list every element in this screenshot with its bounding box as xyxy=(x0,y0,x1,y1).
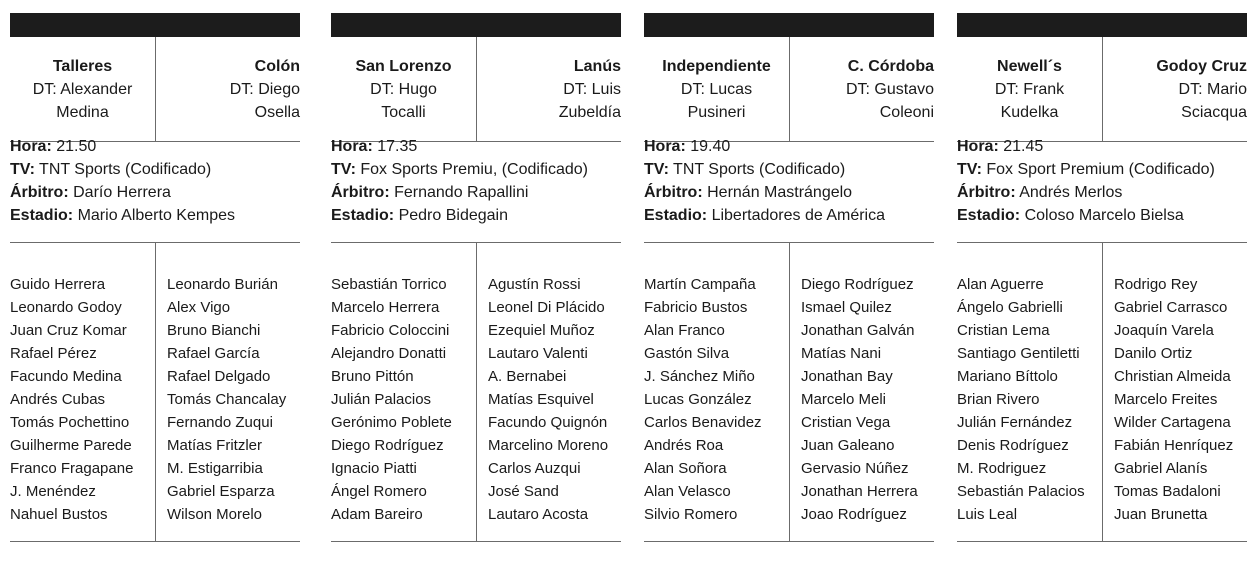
player-name: Lautaro Acosta xyxy=(488,506,589,523)
player-name: Alan Aguerre xyxy=(957,276,1044,293)
arbitro-row xyxy=(10,181,310,204)
arbitro-label: Árbitro: xyxy=(644,184,703,201)
player-name: Sebastián Palacios xyxy=(957,483,1085,500)
player-name: Agustín Rossi xyxy=(488,276,581,293)
player-name: Wilson Morelo xyxy=(167,506,263,523)
player-name: Franco Fragapane xyxy=(10,460,134,477)
home-lineup xyxy=(10,273,133,526)
player-name: Matías Fritzler xyxy=(167,437,263,454)
away-coach-line2: Zubeldía xyxy=(558,104,621,121)
player-name: Sebastián Torrico xyxy=(331,276,447,293)
player-name: Fabián Henríquez xyxy=(1114,437,1234,454)
player-name: Alex Vigo xyxy=(167,299,231,316)
player-name: Gastón Silva xyxy=(644,345,730,362)
player-name: Ángel Romero xyxy=(331,483,427,500)
player-name: Gabriel Carrasco xyxy=(1114,299,1228,316)
player-name: Jonathan Galván xyxy=(801,322,915,339)
teams-header xyxy=(957,37,1247,141)
match-column xyxy=(331,13,621,543)
player-name: Leonardo Godoy xyxy=(10,299,122,316)
arbitro-label: Árbitro: xyxy=(957,184,1016,201)
away-team xyxy=(1103,55,1247,124)
arbitro-row xyxy=(957,181,1251,204)
tv-value: TNT Sports (Codificado) xyxy=(673,161,846,178)
player-name: Gabriel Esparza xyxy=(167,483,275,500)
player-name: Alan Soñora xyxy=(644,460,727,477)
hora-value: 21.45 xyxy=(1003,138,1044,155)
player-name: Fabricio Bustos xyxy=(644,299,748,316)
divider-line xyxy=(10,541,300,542)
home-team xyxy=(957,55,1102,124)
home-coach-line1: DT: Lucas xyxy=(680,81,753,98)
away-team xyxy=(156,55,300,124)
player-name: Luis Leal xyxy=(957,506,1018,523)
player-name: Juan Galeano xyxy=(801,437,895,454)
player-name: Marcelo Herrera xyxy=(331,299,440,316)
hora-value: 19.40 xyxy=(690,138,731,155)
player-name: Juan Brunetta xyxy=(1114,506,1208,523)
away-lineup xyxy=(1114,273,1233,526)
player-name: Leonel Di Plácido xyxy=(488,299,605,316)
tv-value: TNT Sports (Codificado) xyxy=(39,161,212,178)
away-coach-line2: Coleoni xyxy=(879,104,934,121)
arbitro-row xyxy=(644,181,944,204)
hora-row xyxy=(644,135,944,158)
tv-value: Fox Sports Premiu, (Codificado) xyxy=(360,161,588,178)
player-name: Jonathan Herrera xyxy=(801,483,918,500)
player-name: Facundo Quignón xyxy=(488,414,608,431)
lineup-divider xyxy=(1102,242,1103,541)
home-lineup xyxy=(644,273,762,526)
arbitro-row xyxy=(331,181,631,204)
tv-label: TV: xyxy=(331,161,356,178)
home-team xyxy=(644,55,789,124)
player-name: Ignacio Piatti xyxy=(331,460,417,477)
away-coach-line2: Osella xyxy=(254,104,300,121)
away-team xyxy=(477,55,621,124)
home-coach-line2: Tocalli xyxy=(381,104,426,121)
match-info xyxy=(331,135,631,227)
estadio-row xyxy=(957,204,1251,227)
arbitro-label: Árbitro: xyxy=(10,184,69,201)
teams-header xyxy=(644,37,934,141)
home-team-name: San Lorenzo xyxy=(355,58,452,75)
header-bar xyxy=(331,13,621,37)
home-lineup xyxy=(957,273,1085,526)
hora-label: Hora: xyxy=(644,138,686,155)
away-team-name: C. Córdoba xyxy=(847,58,934,75)
teams-header xyxy=(10,37,300,141)
away-team-name: Godoy Cruz xyxy=(1156,58,1247,75)
player-name: Julián Palacios xyxy=(331,391,432,408)
player-name: M. Rodriguez xyxy=(957,460,1047,477)
match-column xyxy=(957,13,1247,543)
player-name: Danilo Ortiz xyxy=(1114,345,1193,362)
player-name: Bruno Bianchi xyxy=(167,322,261,339)
tv-label: TV: xyxy=(644,161,669,178)
player-name: Denis Rodríguez xyxy=(957,437,1069,454)
away-team-name: Lanús xyxy=(573,58,621,75)
estadio-row xyxy=(331,204,631,227)
player-name: Juan Cruz Komar xyxy=(10,322,127,339)
tv-row xyxy=(957,158,1251,181)
player-name: Brian Rivero xyxy=(957,391,1040,408)
arbitro-label: Árbitro: xyxy=(331,184,390,201)
player-name: Marcelino Moreno xyxy=(488,437,609,454)
player-name: Diego Rodríguez xyxy=(801,276,914,293)
player-name: Rodrigo Rey xyxy=(1114,276,1198,293)
player-name: Julián Fernández xyxy=(957,414,1073,431)
player-name: M. Estigarribia xyxy=(167,460,263,477)
tv-value: Fox Sport Premium (Codificado) xyxy=(986,161,1215,178)
player-name: Nahuel Bustos xyxy=(10,506,108,523)
tv-label: TV: xyxy=(957,161,982,178)
home-team xyxy=(331,55,476,124)
lineup-divider xyxy=(789,242,790,541)
match-info xyxy=(10,135,310,227)
home-team xyxy=(10,55,155,124)
match-info xyxy=(644,135,944,227)
player-name: Cristian Vega xyxy=(801,414,891,431)
estadio-label: Estadio: xyxy=(644,207,708,224)
player-name: Guilherme Parede xyxy=(10,437,132,454)
player-name: Lucas González xyxy=(644,391,752,408)
player-name: José Sand xyxy=(488,483,559,500)
player-name: Cristian Lema xyxy=(957,322,1050,339)
home-lineup xyxy=(331,273,452,526)
player-name: Joaquín Varela xyxy=(1114,322,1214,339)
player-name: Fernando Zuqui xyxy=(167,414,273,431)
estadio-value: Libertadores de América xyxy=(711,207,886,224)
player-name: Tomás Chancalay xyxy=(167,391,287,408)
player-name: Alan Velasco xyxy=(644,483,731,500)
away-team-name: Colón xyxy=(254,58,300,75)
lineups xyxy=(10,242,300,541)
estadio-label: Estadio: xyxy=(10,207,74,224)
estadio-row xyxy=(10,204,310,227)
divider-line xyxy=(331,541,621,542)
player-name: Fabricio Coloccini xyxy=(331,322,450,339)
lineups xyxy=(957,242,1247,541)
player-name: Bruno Pittón xyxy=(331,368,414,385)
home-coach-line1: DT: Hugo xyxy=(370,81,437,98)
estadio-label: Estadio: xyxy=(957,207,1021,224)
estadio-row xyxy=(644,204,944,227)
lineup-divider xyxy=(476,242,477,541)
player-name: Matías Esquivel xyxy=(488,391,594,408)
header-bar xyxy=(644,13,934,37)
player-name: Diego Rodríguez xyxy=(331,437,444,454)
header-bar xyxy=(957,13,1247,37)
hora-label: Hora: xyxy=(331,138,373,155)
hora-label: Hora: xyxy=(957,138,999,155)
hora-row xyxy=(957,135,1251,158)
teams-header xyxy=(331,37,621,141)
lineups xyxy=(331,242,621,541)
home-team-name: Newell´s xyxy=(997,58,1062,75)
lineup-divider xyxy=(155,242,156,541)
player-name: Wilder Cartagena xyxy=(1114,414,1231,431)
tv-row xyxy=(10,158,310,181)
estadio-value: Pedro Bidegain xyxy=(398,207,508,224)
home-team-name: Talleres xyxy=(52,58,113,75)
away-team xyxy=(790,55,934,124)
player-name: Leonardo Burián xyxy=(167,276,278,293)
away-coach-line1: DT: Mario xyxy=(1178,81,1247,98)
player-name: Christian Almeida xyxy=(1114,368,1231,385)
home-coach-line1: DT: Frank xyxy=(994,81,1065,98)
player-name: Andrés Cubas xyxy=(10,391,106,408)
arbitro-value: Fernando Rapallini xyxy=(394,184,529,201)
away-lineup xyxy=(167,273,286,526)
tv-row xyxy=(331,158,631,181)
player-name: Ángelo Gabrielli xyxy=(957,299,1063,316)
header-bar xyxy=(10,13,300,37)
player-name: Alan Franco xyxy=(644,322,725,339)
hora-row xyxy=(331,135,631,158)
player-name: Santiago Gentiletti xyxy=(957,345,1080,362)
player-name: Martín Campaña xyxy=(644,276,756,293)
away-coach-line1: DT: Luis xyxy=(563,81,621,98)
arbitro-value: Darío Herrera xyxy=(73,184,171,201)
away-coach-line1: DT: Diego xyxy=(229,81,300,98)
divider-line xyxy=(644,541,934,542)
hora-label: Hora: xyxy=(10,138,52,155)
match-column xyxy=(10,13,300,543)
player-name: Gabriel Alanís xyxy=(1114,460,1208,477)
player-name: Lautaro Valenti xyxy=(488,345,588,362)
home-team-name: Independiente xyxy=(662,58,771,75)
match-info xyxy=(957,135,1251,227)
player-name: Gerónimo Poblete xyxy=(331,414,452,431)
player-name: Rafael García xyxy=(167,345,260,362)
home-coach-line2: Medina xyxy=(56,104,109,121)
player-name: Adam Bareiro xyxy=(331,506,423,523)
lineups xyxy=(644,242,934,541)
tv-label: TV: xyxy=(10,161,35,178)
player-name: Rafael Delgado xyxy=(167,368,271,385)
hora-value: 21.50 xyxy=(56,138,97,155)
player-name: J. Sánchez Miño xyxy=(644,368,755,385)
player-name: Silvio Romero xyxy=(644,506,738,523)
player-name: Tomás Pochettino xyxy=(10,414,130,431)
divider-line xyxy=(957,541,1247,542)
home-coach-line2: Pusineri xyxy=(687,104,746,121)
hora-row xyxy=(10,135,310,158)
player-name: Jonathan Bay xyxy=(801,368,893,385)
away-lineup xyxy=(801,273,918,526)
player-name: Marcelo Freites xyxy=(1114,391,1218,408)
away-coach-line2: Sciacqua xyxy=(1181,104,1247,121)
player-name: Carlos Auzqui xyxy=(488,460,581,477)
home-coach-line1: DT: Alexander xyxy=(32,81,133,98)
player-name: J. Menéndez xyxy=(10,483,96,500)
estadio-value: Mario Alberto Kempes xyxy=(77,207,235,224)
player-name: Facundo Medina xyxy=(10,368,122,385)
match-column xyxy=(644,13,934,543)
home-coach-line2: Kudelka xyxy=(1000,104,1059,121)
player-name: Carlos Benavidez xyxy=(644,414,762,431)
hora-value: 17.35 xyxy=(377,138,418,155)
player-name: Gervasio Núñez xyxy=(801,460,909,477)
player-name: Joao Rodríguez xyxy=(801,506,907,523)
estadio-label: Estadio: xyxy=(331,207,395,224)
player-name: Alejandro Donatti xyxy=(331,345,447,362)
player-name: Ismael Quilez xyxy=(801,299,892,316)
tv-row xyxy=(644,158,944,181)
away-lineup xyxy=(488,273,608,526)
arbitro-value: Andrés Merlos xyxy=(1019,184,1123,201)
player-name: Andrés Roa xyxy=(644,437,724,454)
player-name: Tomas Badaloni xyxy=(1114,483,1221,500)
player-name: A. Bernabei xyxy=(488,368,567,385)
player-name: Guido Herrera xyxy=(10,276,106,293)
player-name: Mariano Bíttolo xyxy=(957,368,1058,385)
estadio-value: Coloso Marcelo Bielsa xyxy=(1024,207,1184,224)
player-name: Ezequiel Muñoz xyxy=(488,322,595,339)
player-name: Rafael Pérez xyxy=(10,345,97,362)
away-coach-line1: DT: Gustavo xyxy=(845,81,934,98)
player-name: Marcelo Meli xyxy=(801,391,887,408)
player-name: Matías Nani xyxy=(801,345,882,362)
arbitro-value: Hernán Mastrángelo xyxy=(707,184,853,201)
